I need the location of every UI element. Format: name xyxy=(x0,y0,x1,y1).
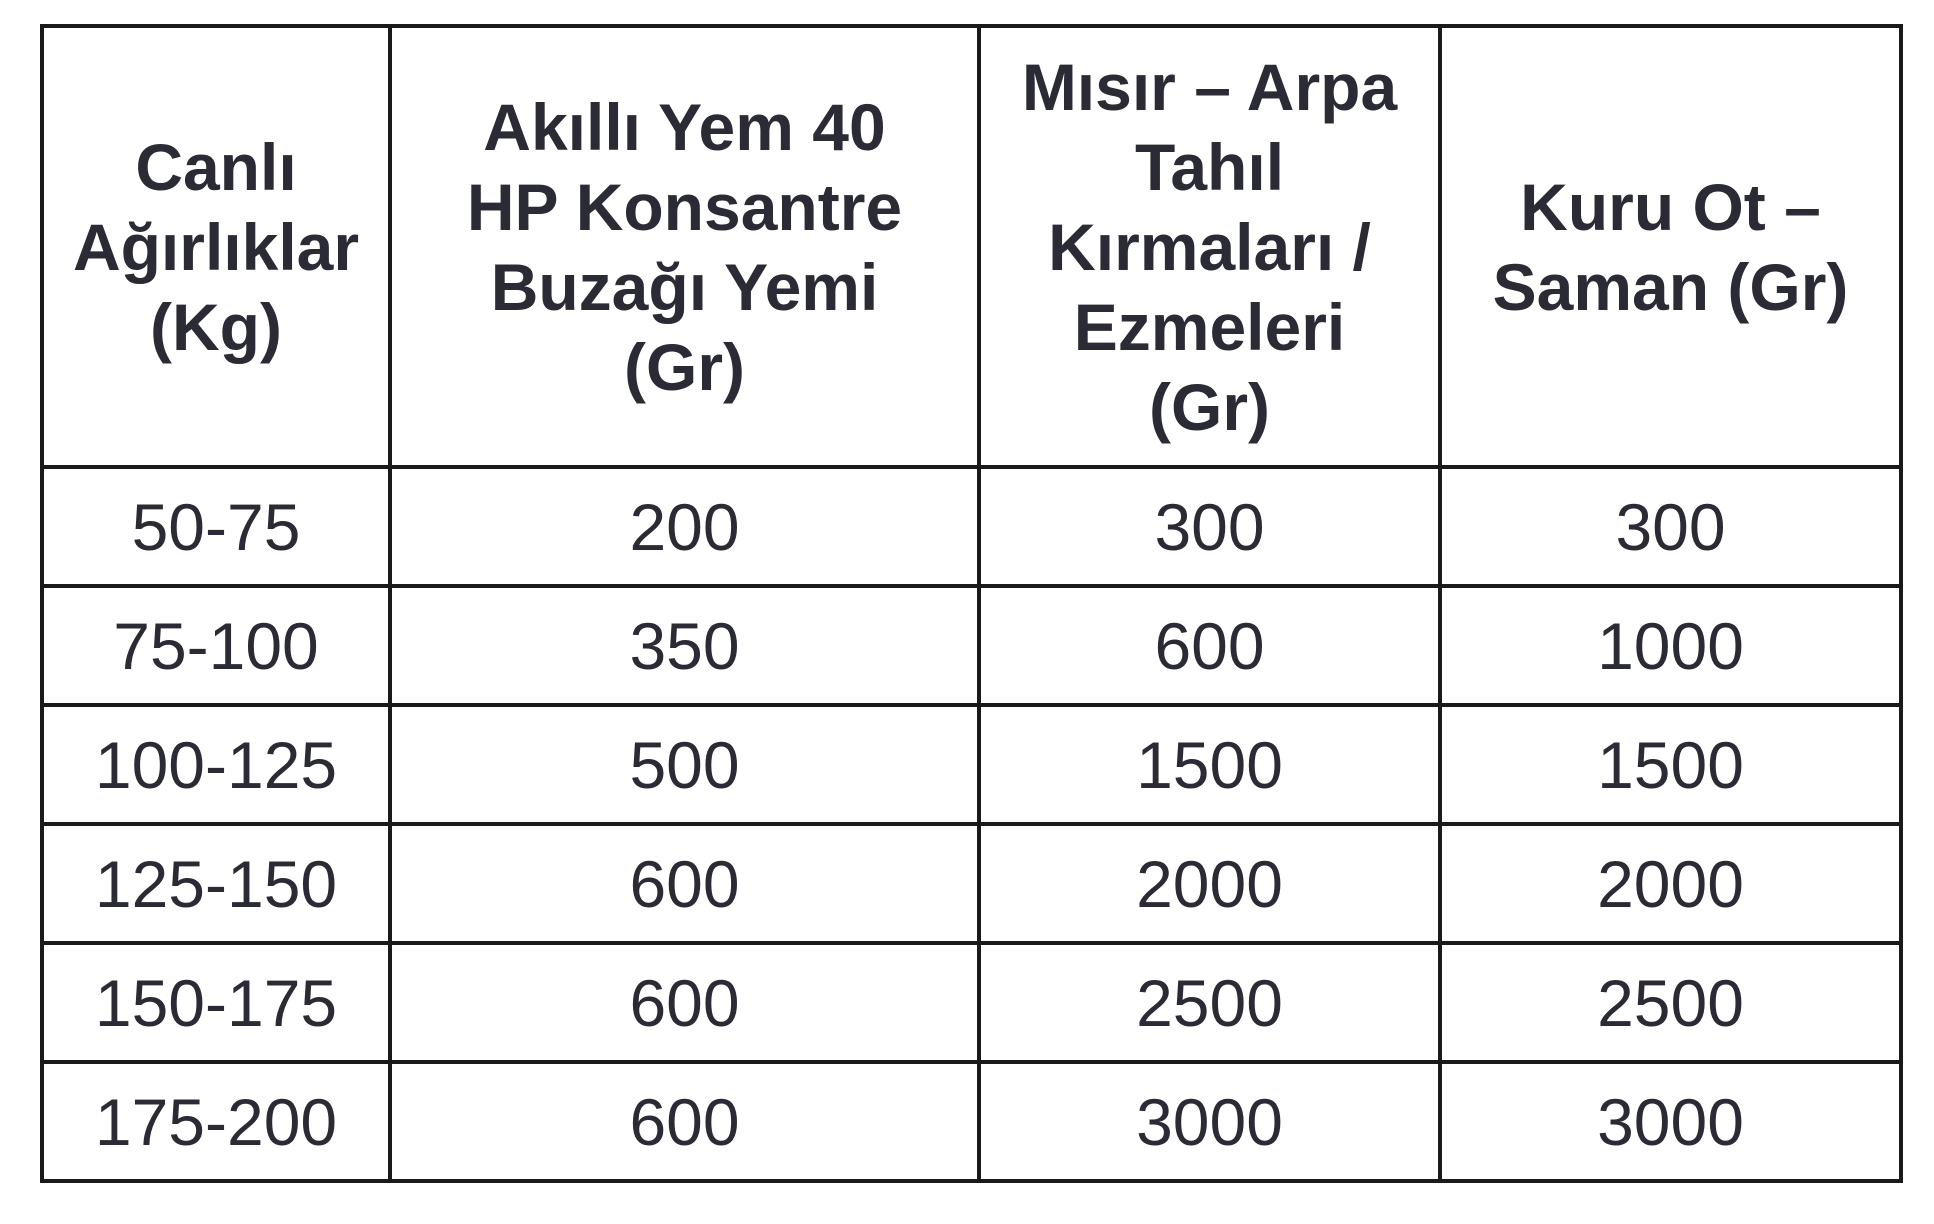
table-header-row xyxy=(42,26,1901,467)
cell-live-weight: 75-100 xyxy=(42,586,390,705)
table-row xyxy=(42,1062,1901,1181)
cell-hay-straw: 2500 xyxy=(1440,943,1901,1062)
header-live-weight: Canlı Ağırlıklar (Kg) xyxy=(42,26,390,467)
table-row xyxy=(42,467,1901,586)
cell-concentrate-feed: 200 xyxy=(390,467,979,586)
cell-hay-straw: 2000 xyxy=(1440,824,1901,943)
cell-grain: 3000 xyxy=(979,1062,1440,1181)
cell-grain: 2000 xyxy=(979,824,1440,943)
cell-hay-straw: 1000 xyxy=(1440,586,1901,705)
cell-live-weight: 125-150 xyxy=(42,824,390,943)
cell-concentrate-feed: 600 xyxy=(390,824,979,943)
cell-hay-straw: 3000 xyxy=(1440,1062,1901,1181)
table-row xyxy=(42,705,1901,824)
table-row xyxy=(42,586,1901,705)
cell-live-weight: 175-200 xyxy=(42,1062,390,1181)
cell-concentrate-feed: 350 xyxy=(390,586,979,705)
cell-grain: 1500 xyxy=(979,705,1440,824)
cell-live-weight: 100-125 xyxy=(42,705,390,824)
cell-live-weight: 50-75 xyxy=(42,467,390,586)
cell-hay-straw: 1500 xyxy=(1440,705,1901,824)
table-row xyxy=(42,943,1901,1062)
header-grain: Mısır – Arpa Tahıl Kırmaları / Ezmeleri (Gr) xyxy=(979,26,1440,467)
cell-concentrate-feed: 600 xyxy=(390,1062,979,1181)
feed-table-container xyxy=(40,24,1899,1183)
header-hay-straw: Kuru Ot – Saman (Gr) xyxy=(1440,26,1901,467)
cell-grain: 300 xyxy=(979,467,1440,586)
table-row xyxy=(42,824,1901,943)
cell-concentrate-feed: 500 xyxy=(390,705,979,824)
cell-concentrate-feed: 600 xyxy=(390,943,979,1062)
cell-grain: 2500 xyxy=(979,943,1440,1062)
header-concentrate-feed: Akıllı Yem 40 HP Konsantre Buzağı Yemi (Gr) xyxy=(390,26,979,467)
cell-grain: 600 xyxy=(979,586,1440,705)
cell-live-weight: 150-175 xyxy=(42,943,390,1062)
feed-table xyxy=(40,24,1903,1183)
cell-hay-straw: 300 xyxy=(1440,467,1901,586)
